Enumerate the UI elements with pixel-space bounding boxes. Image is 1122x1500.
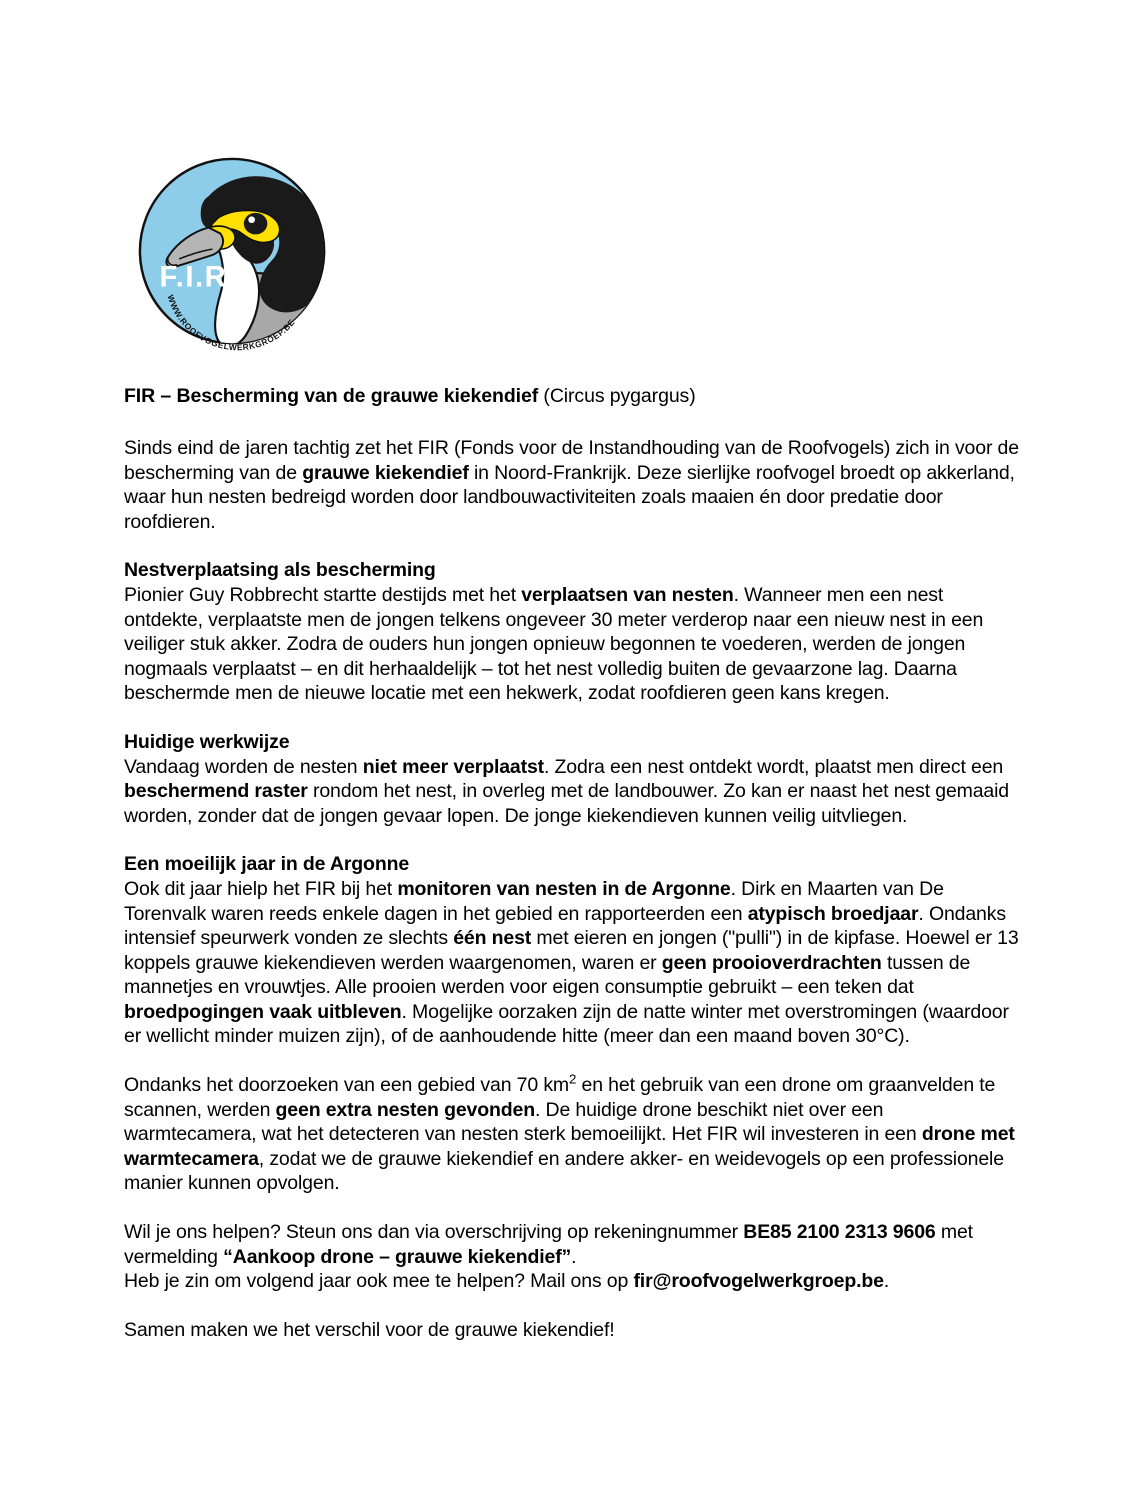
logo-eye-highlight xyxy=(248,216,255,223)
support-seg1: Wil je ons helpen? Steun ons dan via overschrijving op rekeningnummer xyxy=(124,1221,744,1244)
argonne-bold1: monitoren van nesten in de Argonne xyxy=(397,877,731,900)
argonne-bold3: één nest xyxy=(453,927,532,950)
nest-seg2: . Wanneer men een nest ontdekte, verplaatste men de jongen telkens ongeveer 30 meter verderop naar een nieuw nest in een veiliger stuk akker. Zodra de ouders hun jongen opnieuw begonnen te voederen, werden de jongen nogmaals verplaatst – en dit herhaaldelijk – tot het nest volledig buiten de gevaarzone lag. Daarna beschermde men de nieuwe locatie met een hekwerk, zodat roofdieren geen kans kregen. xyxy=(124,583,984,705)
paragraph-nestverplaatsing xyxy=(124,583,1019,706)
logo-url-text: WWW.ROOFVOGELWERKGROEP.BE xyxy=(165,293,297,353)
paragraph-argonne xyxy=(124,877,1019,1049)
drone-seg3: . De huidige drone beschikt niet over een warmtecamera, wat het detecteren van nesten sterk bemoeilijkt. Het FIR wil investeren in een xyxy=(124,1098,922,1146)
support-seg2: met vermelding xyxy=(124,1221,973,1268)
paragraph-mail xyxy=(124,1269,1019,1294)
heading-nestverplaatsing: Nestverplaatsing als bescherming xyxy=(124,559,436,582)
argonne-bold5: broedpogingen vaak uitbleven xyxy=(124,1000,402,1023)
page-title-species: (Circus pygargus) xyxy=(538,385,696,407)
fir-logo xyxy=(136,157,332,353)
argonne-seg3: . Ondanks intensief speurwerk vonden ze slechts xyxy=(124,902,1006,950)
intro-paragraph xyxy=(124,436,1019,534)
mail-seg2: . xyxy=(883,1270,890,1293)
huidige-seg1: Vandaag worden de nesten xyxy=(124,755,363,778)
paragraph-support xyxy=(124,1220,1019,1269)
iban-number: BE85 2100 2313 9606 xyxy=(743,1221,936,1244)
argonne-seg1: Ook dit jaar hielp het FIR bij het xyxy=(124,877,398,900)
logo-initials: F.I.R. xyxy=(159,260,237,294)
closing-line: Samen maken we het verschil voor de grauwe kiekendief! xyxy=(124,1318,615,1341)
drone-seg2: en het gebruik van een drone om graanvelden te scannen, werden xyxy=(124,1074,996,1121)
intro-seg2: in Noord-Frankrijk. Deze sierlijke roofvogel broedt op akkerland, waar hun nesten bedreigd worden door landbouwactiviteiten zoals maaien én door predatie door roofdieren. xyxy=(124,461,1015,533)
drone-bold2: drone met warmtecamera xyxy=(124,1123,1015,1170)
payment-reference: “Aankoop drone – grauwe kiekendief” xyxy=(223,1245,572,1268)
heading-argonne: Een moeilijk jaar in de Argonne xyxy=(124,853,410,876)
huidige-seg3: rondom het nest, in overleg met de landbouwer. Zo kan er naast het nest gemaaid worden, zonder dat de jongen gevaar lopen. De jonge kiekendieven kunnen veilig uitvliegen. xyxy=(124,780,1009,827)
argonne-seg6: . Mogelijke oorzaken zijn de natte winter met overstromingen (waardoor er wellicht minder muizen zijn), of de aanhoudende hitte (meer dan een maand boven 30°C). xyxy=(124,1000,1009,1048)
mail-seg1: Heb je zin om volgend jaar ook mee te helpen? Mail ons op xyxy=(124,1270,634,1293)
huidige-bold1: niet meer verplaatst xyxy=(362,755,545,778)
support-seg3: . xyxy=(571,1245,577,1268)
paragraph-huidige-werkwijze xyxy=(124,755,1019,829)
paragraph-drone xyxy=(124,1073,1019,1196)
drone-seg1: Ondanks het doorzoeken van een gebied van 70 km xyxy=(124,1074,570,1097)
nest-seg1: Pionier Guy Robbrecht startte destijds met het xyxy=(124,583,522,606)
huidige-bold2: beschermend raster xyxy=(124,780,308,803)
intro-bold1: grauwe kiekendief xyxy=(302,461,469,484)
nest-bold1: verplaatsen van nesten xyxy=(521,583,734,606)
argonne-seg2: . Dirk en Maarten van De Torenvalk waren reeds enkele dagen in het gebied en rapporteerden een xyxy=(124,877,944,925)
argonne-seg5: tussen de mannetjes en vrouwtjes. Alle prooien werden voor eigen consumptie gebruikt – een teken dat xyxy=(124,951,971,999)
intro-seg1: Sinds eind de jaren tachtig zet het FIR (Fonds voor de Instandhouding van de Roofvogels) zich in voor de bescherming van de xyxy=(124,437,1019,484)
contact-email[interactable]: fir@roofvogelwerkgroep.be xyxy=(633,1270,884,1293)
logo-eye xyxy=(244,213,268,235)
huidige-seg2: . Zodra een nest ontdekt wordt, plaatst men direct een xyxy=(544,755,1004,778)
argonne-seg4: met eieren en jongen ("pulli") in de kipfase. Hoewel er 13 koppels grauwe kiekendieven werden waargenomen, waren er xyxy=(124,927,1019,974)
page-title-bold: FIR – Bescherming van de grauwe kiekendief xyxy=(124,385,539,407)
drone-superscript: 2 xyxy=(569,1071,577,1087)
argonne-bold4: geen prooioverdrachten xyxy=(661,951,882,974)
document-body xyxy=(124,383,1019,1342)
drone-seg4: , zodat we de grauwe kiekendief en andere akker- en weidevogels op een professionele manier kunnen opvolgen. xyxy=(124,1147,1004,1195)
page-title xyxy=(124,383,1019,409)
heading-huidige-werkwijze: Huidige werkwijze xyxy=(124,730,290,753)
argonne-bold2: atypisch broedjaar xyxy=(747,902,919,925)
drone-bold1: geen extra nesten gevonden xyxy=(275,1098,535,1121)
